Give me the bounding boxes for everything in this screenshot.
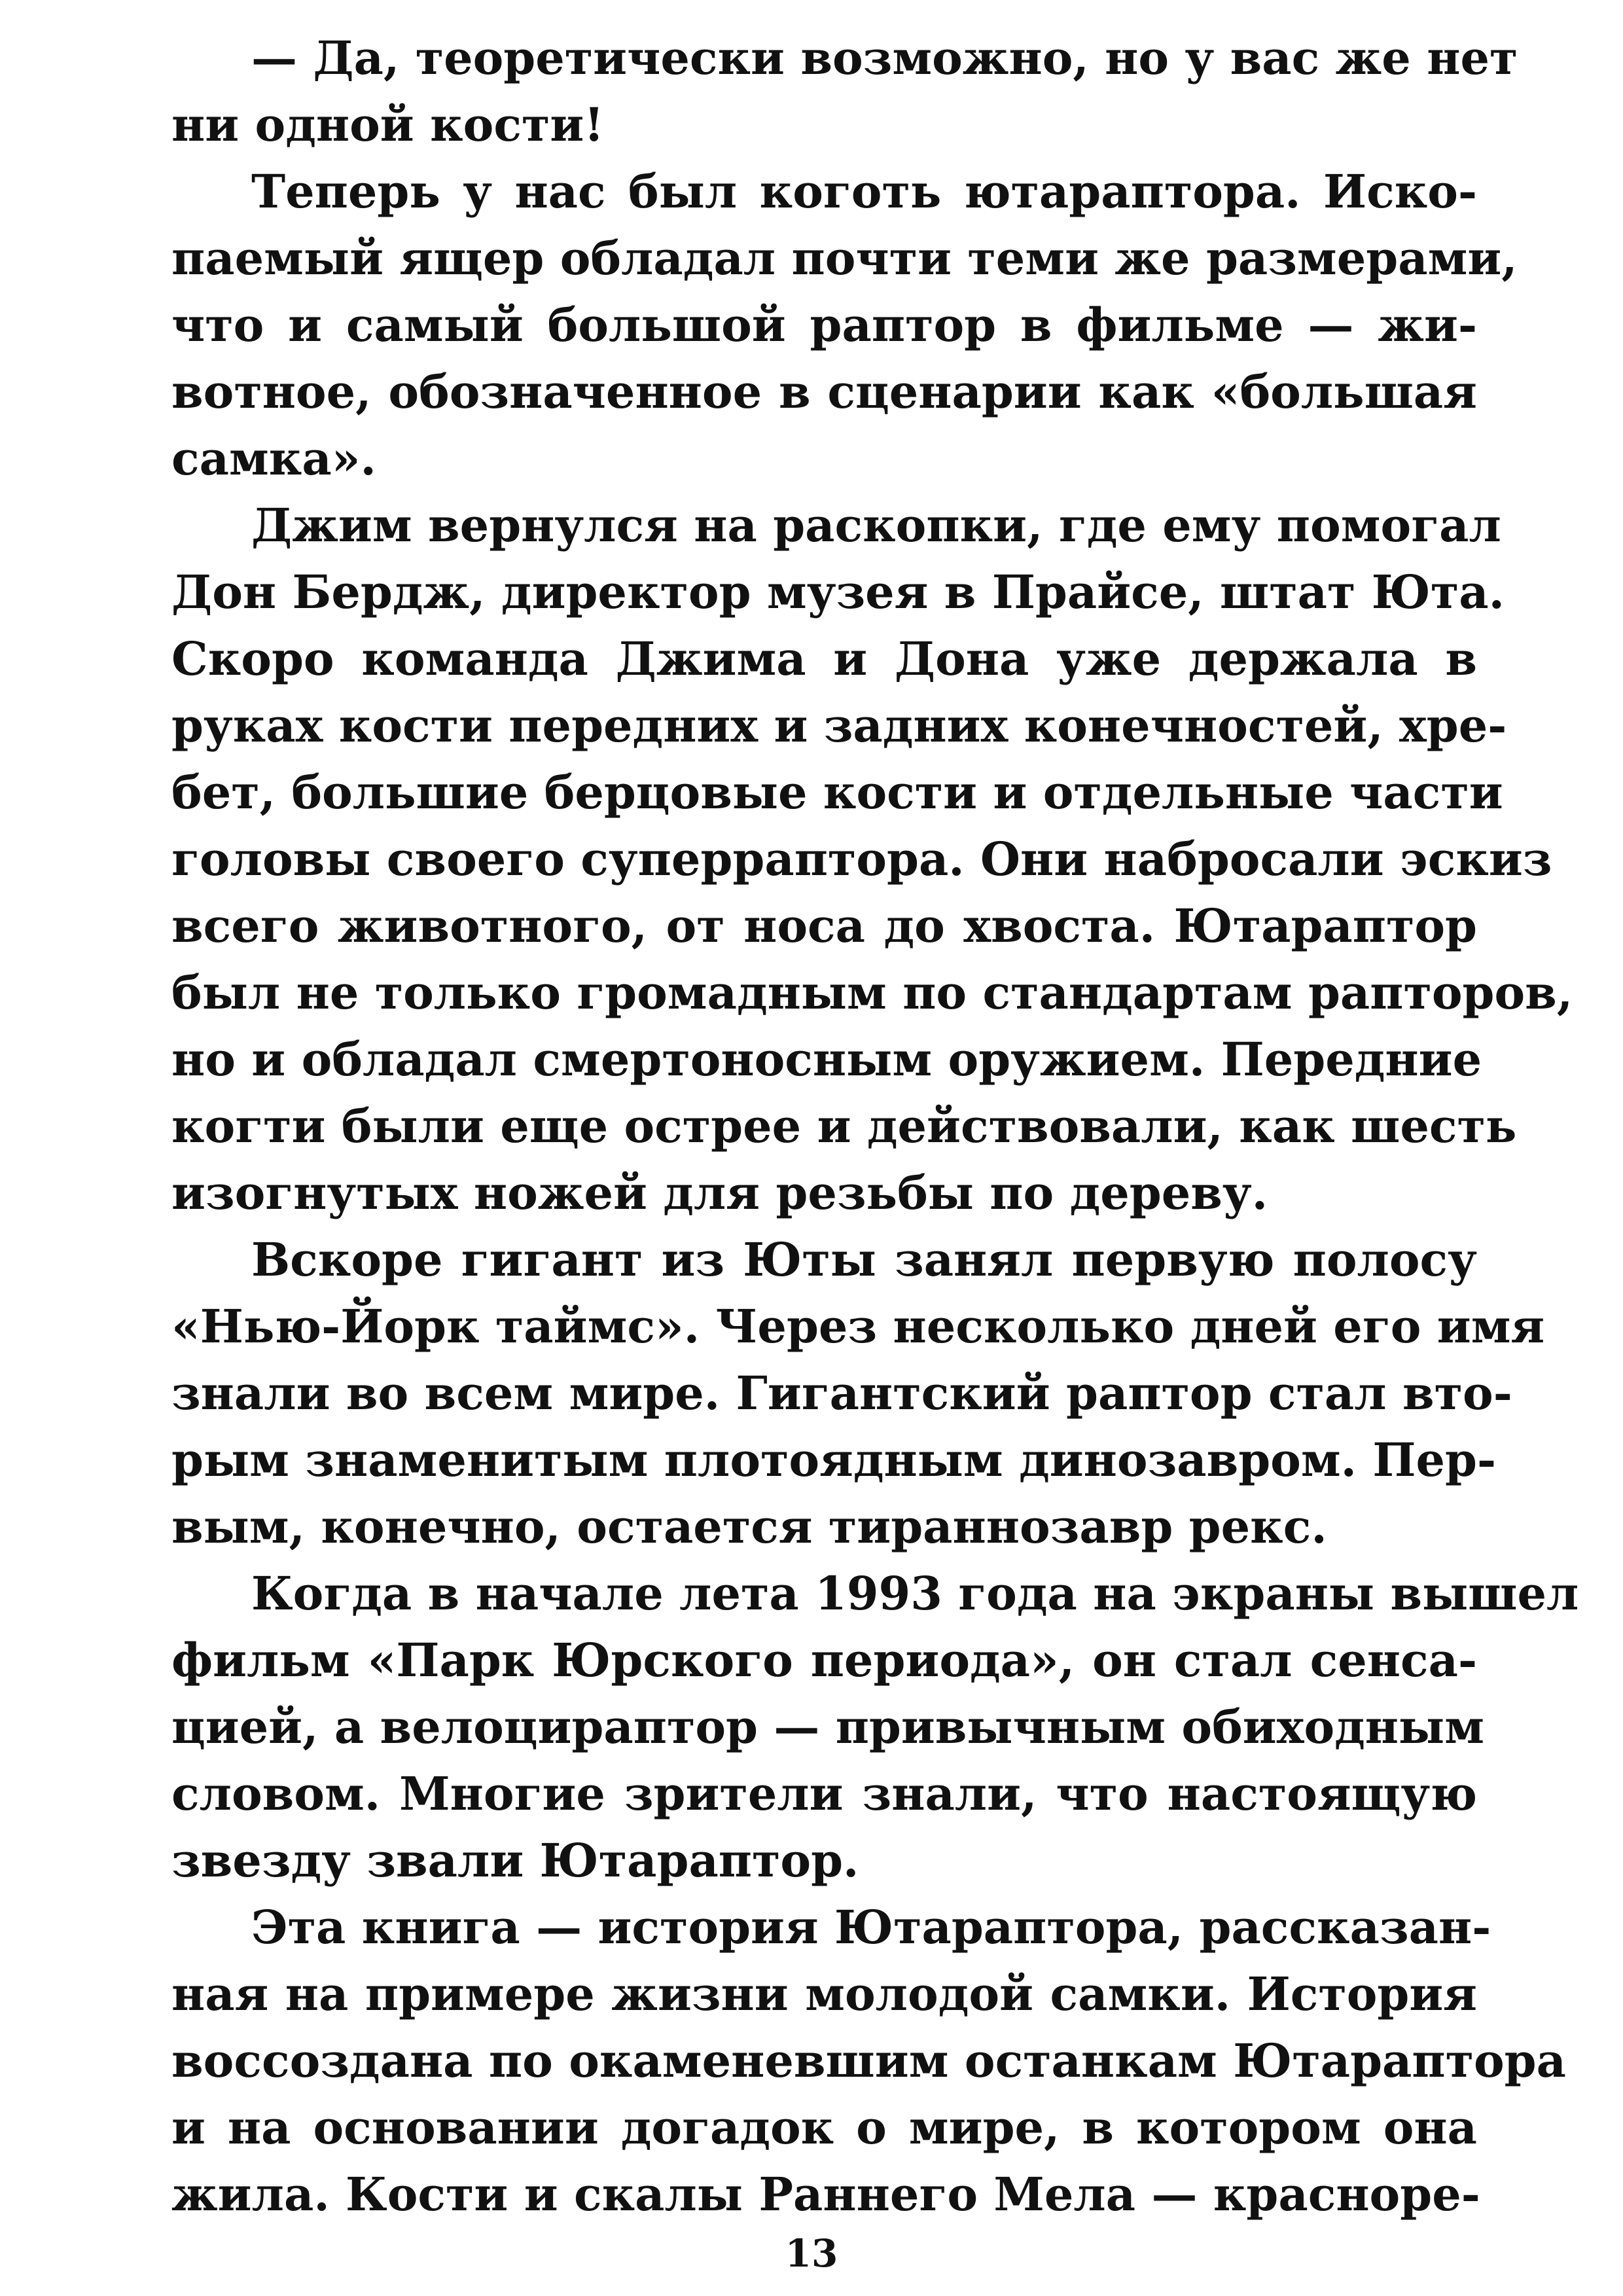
text-line: Когда в начале лета 1993 года на экраны вышел (251, 1566, 1579, 1621)
text-line: цией, а велоцираптор — привычным обиходным (171, 1700, 1485, 1754)
text-line: но и обладал смертоносным оружием. Передние (171, 1032, 1482, 1086)
text-line: фильм «Парк Юрского периода», он стал сенса- (171, 1633, 1477, 1687)
text-line: всего животного, от носа до хвоста. Ютараптор (171, 899, 1477, 953)
text-line: Джим вернулся на раскопки, где ему помогал (251, 498, 1501, 552)
text-line: вым, конечно, остается тираннозавр рекс. (171, 1499, 1327, 1554)
text-line: руках кости передних и задних конечностей, хре- (171, 698, 1507, 753)
text-line: ная на примере жизни молодой самки. История (171, 1967, 1477, 2021)
text-line: бет, большие берцовые кости и отдельные части (171, 765, 1503, 819)
text-line: Вскоре гигант из Юты занял первую полосу (251, 1232, 1477, 1287)
text-line: Скоро команда Джима и Дона уже держала в (171, 632, 1477, 686)
text-line: — Да, теоретически возможно, но у вас же нет (251, 31, 1518, 85)
text-line: звезду звали Ютараптор. (171, 1833, 859, 1888)
text-line: «Нью-Йорк таймс». Через несколько дней его имя (171, 1299, 1545, 1354)
text-line: жила. Кости и скалы Раннего Мела — красноре- (171, 2167, 1480, 2221)
page-number: 13 (785, 2231, 838, 2276)
text-line: Дон Бердж, директор музея в Прайсе, штат Юта. (171, 565, 1505, 619)
text-line: изогнутых ножей для резьбы по дереву. (171, 1166, 1268, 1220)
text-line: ни одной кости! (171, 98, 604, 152)
text-line: был не только громадным по стандартам рапторов, (171, 965, 1573, 1020)
text-line: и на основании догадок о мире, в котором она (171, 2100, 1477, 2155)
text-line: самка». (171, 431, 376, 486)
body-text (171, 25, 1579, 2228)
text-line: что и самый большой раптор в фильме — жи- (171, 298, 1477, 352)
text-line: вотное, обозначенное в сценарии как «большая (171, 365, 1477, 419)
text-line: когти были еще острее и действовали, как шесть (171, 1099, 1517, 1153)
text-line: Теперь у нас был коготь ютараптора. Иско- (251, 164, 1477, 219)
text-line: рым знаменитым плотоядным динозавром. Пер- (171, 1433, 1497, 1487)
text-line: Эта книга — история Ютараптора, рассказан- (251, 1900, 1491, 1954)
text-line: воссоздана по окаменевшим останкам Ютараптора (171, 2034, 1566, 2088)
text-line: знали во всем мире. Гигантский раптор стал вто- (171, 1366, 1512, 1420)
text-line: словом. Многие зрители знали, что настоящую (171, 1767, 1477, 1821)
text-line: паемый ящер обладал почти теми же размерами, (171, 231, 1518, 285)
text-line: головы своего суперраптора. Они набросали эскиз (171, 832, 1552, 886)
